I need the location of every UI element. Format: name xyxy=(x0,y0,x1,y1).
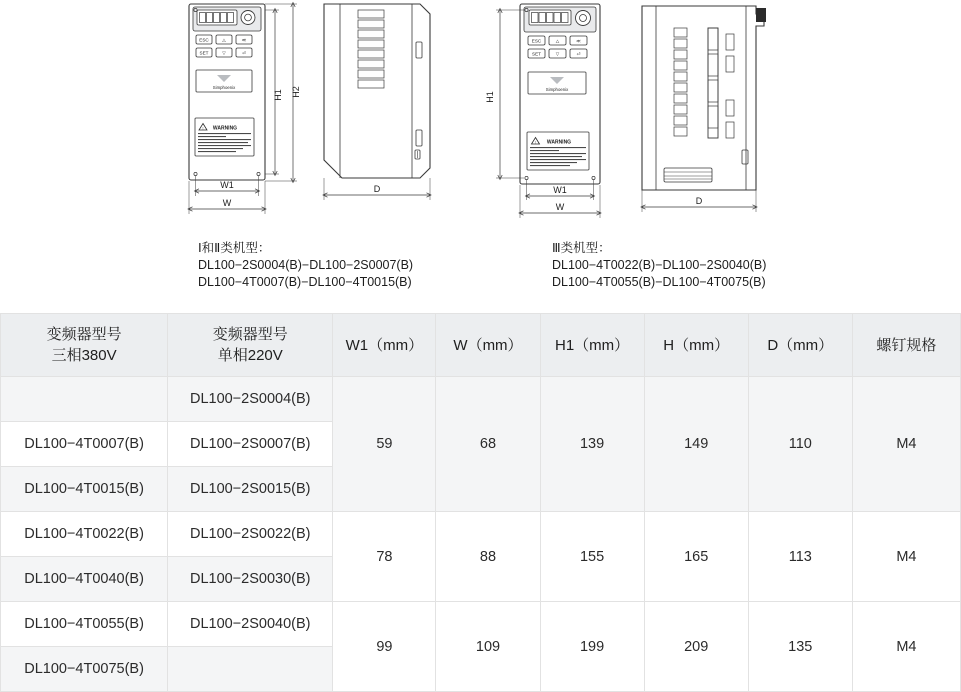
cell-h: 165 xyxy=(644,512,748,602)
cell-w1: 99 xyxy=(333,602,436,692)
figure-side-view-small xyxy=(312,0,452,235)
cell-w: 88 xyxy=(436,512,540,602)
svg-text:SET: SET xyxy=(532,51,541,57)
cell-model-380: DL100−4T0075(B) xyxy=(1,647,168,692)
svg-text:!: ! xyxy=(535,140,536,145)
cell-model-220: DL100−2S0022(B) xyxy=(168,512,333,557)
cell-h1: 199 xyxy=(540,602,644,692)
table-row xyxy=(1,512,961,557)
table-row xyxy=(1,602,961,647)
caption-right-line-1: Ⅲ类机型： xyxy=(552,241,611,255)
col-header-model-220-l1: 变频器型号 xyxy=(212,326,288,343)
cell-model-380: DL100−4T0055(B) xyxy=(1,602,168,647)
col-header-w1: W1（mm） xyxy=(333,314,436,377)
cell-model-220: DL100−2S0004(B) xyxy=(168,377,333,422)
col-header-model-380-l1: 变频器型号 xyxy=(46,326,122,343)
cell-screw: M4 xyxy=(852,377,960,512)
cell-model-380: DL100−4T0007(B) xyxy=(1,422,168,467)
cell-w1: 59 xyxy=(333,377,436,512)
svg-text:W1: W1 xyxy=(220,180,234,190)
svg-text:W: W xyxy=(555,202,565,212)
svg-text:!: ! xyxy=(202,126,204,131)
table-header-row xyxy=(1,314,961,377)
svg-text:H1: H1 xyxy=(485,91,495,103)
svg-text:⏎: ⏎ xyxy=(576,51,581,57)
svg-text:H1: H1 xyxy=(273,89,283,101)
cell-model-220 xyxy=(168,647,333,692)
cell-model-220: DL100−2S0007(B) xyxy=(168,422,333,467)
figure-captions xyxy=(0,240,961,300)
col-header-screw: 螺钉规格 xyxy=(852,314,960,377)
cell-model-220: DL100−2S0040(B) xyxy=(168,602,333,647)
cell-w: 109 xyxy=(436,602,540,692)
cell-model-380: DL100−4T0015(B) xyxy=(1,467,168,512)
cell-model-380: DL100−4T0040(B) xyxy=(1,557,168,602)
col-header-h1: H1（mm） xyxy=(540,314,644,377)
caption-left xyxy=(198,240,413,291)
caption-right-line-2: DL100−4T0022(B)−DL100−2S0040(B) xyxy=(552,258,767,272)
svg-text:H2: H2 xyxy=(291,86,301,98)
svg-text:ESC: ESC xyxy=(531,38,542,44)
col-header-w: W（mm） xyxy=(436,314,540,377)
col-header-h: H（mm） xyxy=(644,314,748,377)
cell-d: 135 xyxy=(748,602,852,692)
figure-front-view-large xyxy=(478,0,618,235)
spec-table xyxy=(0,313,961,692)
col-header-model-380-l2: 三相380V xyxy=(51,347,117,364)
cell-h1: 139 xyxy=(540,377,644,512)
svg-text:D: D xyxy=(695,196,703,206)
cell-w: 68 xyxy=(436,377,540,512)
cell-model-220: DL100−2S0030(B) xyxy=(168,557,333,602)
svg-text:≪: ≪ xyxy=(576,38,581,44)
col-header-model-380 xyxy=(1,314,168,377)
svg-text:△: △ xyxy=(555,38,560,44)
cell-screw: M4 xyxy=(852,602,960,692)
caption-left-line-3: DL100−4T0007(B)−DL100−4T0015(B) xyxy=(198,275,412,289)
svg-text:ESC: ESC xyxy=(199,37,209,43)
cell-h1: 155 xyxy=(540,512,644,602)
spec-table-wrap xyxy=(0,313,961,692)
cell-model-380: DL100−4T0022(B) xyxy=(1,512,168,557)
cell-h: 149 xyxy=(644,377,748,512)
figure-side-view-large xyxy=(630,0,790,235)
caption-right xyxy=(552,240,766,291)
svg-text:⏎: ⏎ xyxy=(242,50,246,56)
cell-d: 110 xyxy=(748,377,852,512)
cell-d: 113 xyxy=(748,512,852,602)
cell-model-220: DL100−2S0015(B) xyxy=(168,467,333,512)
svg-text:SET: SET xyxy=(199,50,209,56)
svg-text:▽: ▽ xyxy=(555,51,560,57)
cell-h: 209 xyxy=(644,602,748,692)
svg-text:△: △ xyxy=(222,37,226,43)
svg-text:▽: ▽ xyxy=(222,50,226,56)
col-header-d: D（mm） xyxy=(748,314,852,377)
svg-text:WARNING: WARNING xyxy=(212,125,238,132)
col-header-model-220-l2: 单相220V xyxy=(217,347,283,364)
svg-text:≪: ≪ xyxy=(241,37,247,43)
svg-text:WARNING: WARNING xyxy=(546,139,572,146)
caption-right-line-3: DL100−4T0055(B)−DL100−4T0075(B) xyxy=(552,275,766,289)
col-header-model-220 xyxy=(168,314,333,377)
svg-text:Simphoenix: Simphoenix xyxy=(545,87,569,92)
svg-text:D: D xyxy=(373,184,381,194)
svg-text:Simphoenix: Simphoenix xyxy=(212,85,236,90)
svg-text:W1: W1 xyxy=(553,185,567,195)
cell-w1: 78 xyxy=(333,512,436,602)
table-row xyxy=(1,377,961,422)
figure-front-view-small xyxy=(175,0,305,235)
caption-left-line-2: DL100−2S0004(B)−DL100−2S0007(B) xyxy=(198,258,414,272)
svg-text:W: W xyxy=(222,198,232,208)
cell-screw: M4 xyxy=(852,512,960,602)
cell-model-380 xyxy=(1,377,168,422)
caption-left-line-1: Ⅰ和Ⅱ类机型： xyxy=(198,241,271,255)
